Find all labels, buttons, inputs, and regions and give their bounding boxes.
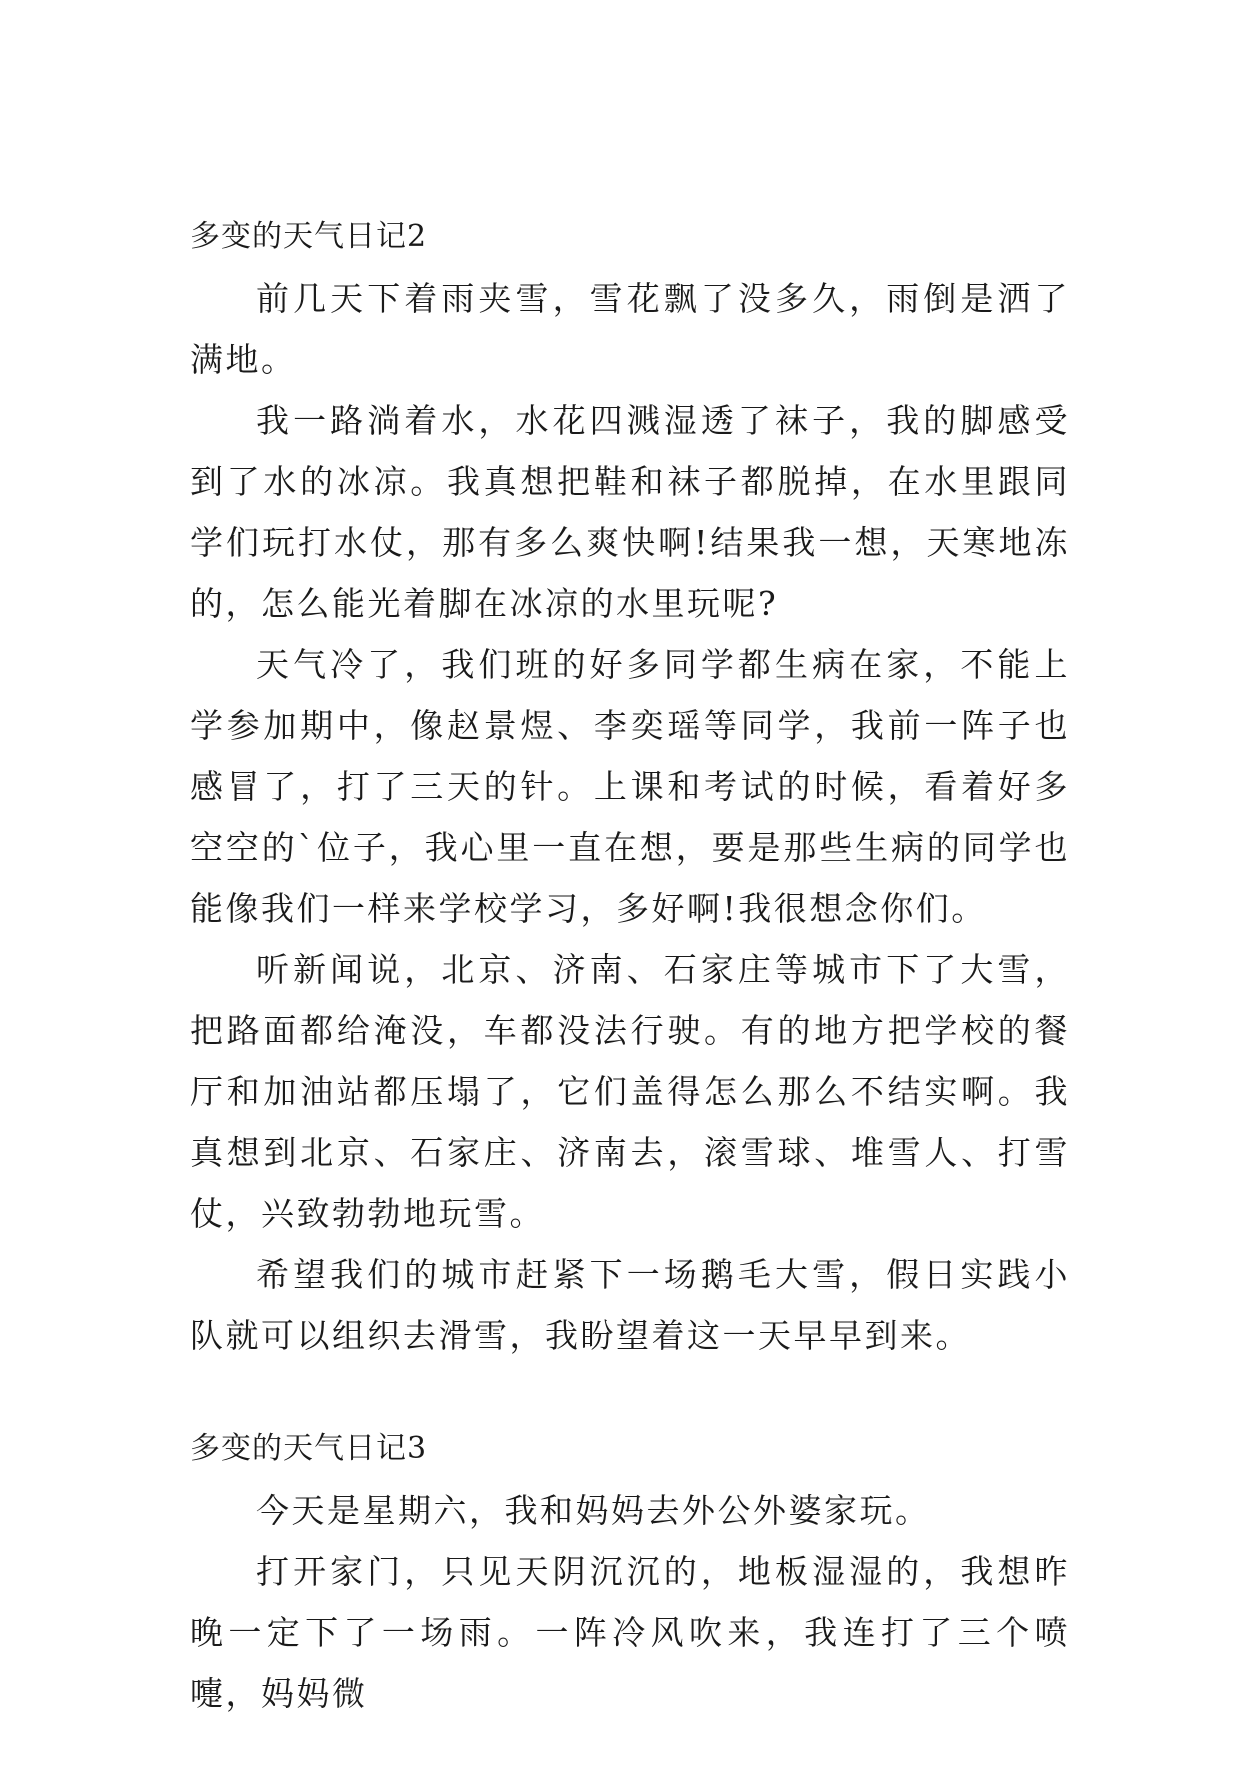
diary-entry-2 (190, 212, 1070, 1366)
paragraph: 听新闻说，北京、济南、石家庄等城市下了大雪，把路面都给淹没，车都没法行驶。有的地方把学校的餐厅和加油站都压塌了，它们盖得怎么那么不结实啊。我真想到北京、石家庄、济南去，滚雪球、堆雪人、打雪仗，兴致勃勃地玩雪。 (190, 950, 1070, 1233)
paragraph: 今天是星期六，我和妈妈去外公外婆家玩。 (256, 1491, 931, 1530)
diary-entry-3 (190, 1424, 1070, 1724)
paragraph: 我一路淌着水，水花四溅湿透了袜子，我的脚感受到了水的冰凉。我真想把鞋和袜子都脱掉，在水里跟同学们玩打水仗，那有多么爽快啊!结果我一想，天寒地冻的，怎么能光着脚在冰凉的水里玩呢? (190, 401, 1070, 623)
document-page (190, 212, 1070, 1782)
paragraph: 天气冷了，我们班的好多同学都生病在家，不能上学参加期中，像赵景煜、李奕瑶等同学，我前一阵子也感冒了，打了三天的针。上课和考试的时候，看着好多空空的`位子，我心里一直在想，要是那些生病的同学也能像我们一样来学校学习，多好啊!我很想念你们。 (190, 645, 1070, 928)
paragraph: 前几天下着雨夹雪，雪花飘了没多久，雨倒是洒了满地。 (190, 279, 1070, 379)
section-title: 多变的天气日记3 (190, 1431, 428, 1466)
paragraph: 希望我们的城市赶紧下一场鹅毛大雪，假日实践小队就可以组织去滑雪，我盼望着这一天早早到来。 (190, 1255, 1070, 1355)
section-title: 多变的天气日记2 (190, 219, 428, 254)
paragraph: 打开家门，只见天阴沉沉的，地板湿湿的，我想昨晚一定下了一场雨。一阵冷风吹来，我连打了三个喷嚏，妈妈微 (190, 1552, 1070, 1713)
